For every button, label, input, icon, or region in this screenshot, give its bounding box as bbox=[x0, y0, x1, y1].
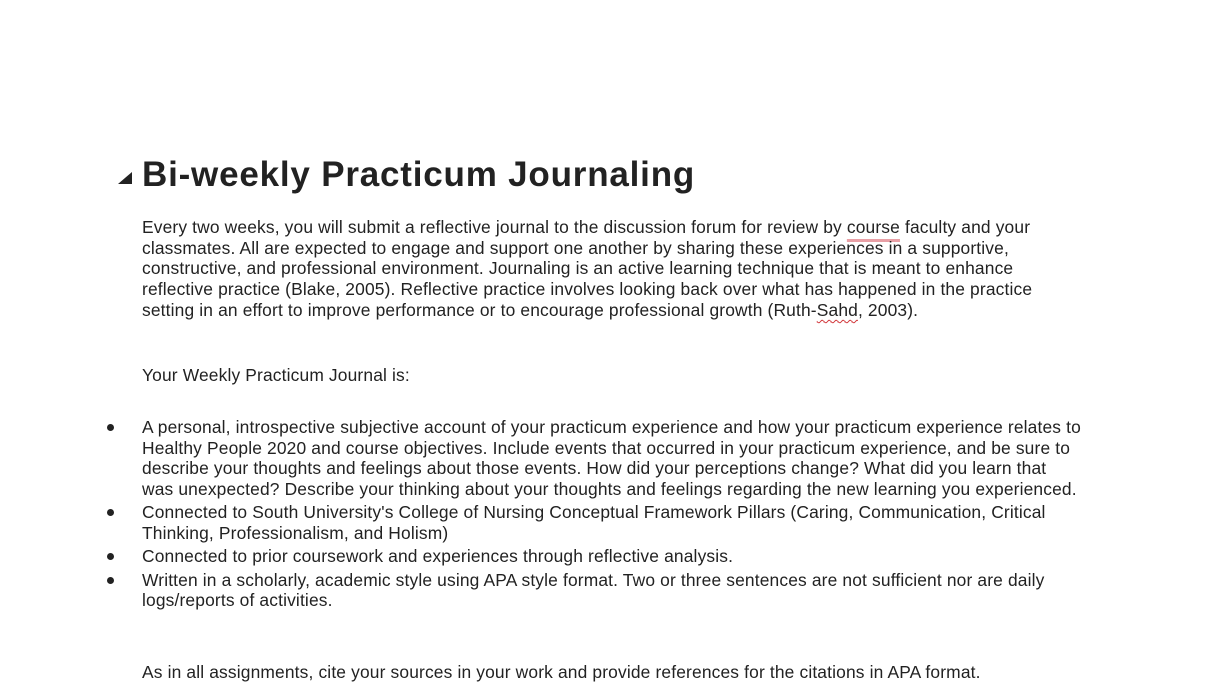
intro-text-part1: Every two weeks, you will submit a reflective journal to the discussion forum for review by bbox=[142, 217, 847, 237]
list-item-text: Connected to prior coursework and experiences through reflective analysis. bbox=[142, 546, 734, 567]
list-item-text: Written in a scholarly, academic style using APA style format. Two or three sentences are not sufficient nor are daily logs/reports of activities. bbox=[142, 569, 1045, 611]
heading-row bbox=[118, 153, 695, 197]
intro-text-part2: faculty and your classmates. All are expected to engage and support one another by sharing these experiences in a supportive, constructive, and professional environment. Journaling is an active learning technique that is meant to enhance reflective practice (Blake, 2005). Reflective practice involves looking back over what has happened in the practice setting in an effort to improve performance or to encourage professional growth (Ruth- bbox=[142, 217, 1033, 320]
section-heading: Bi-weekly Practicum Journaling bbox=[142, 155, 696, 194]
list-item-text: Connected to South University's College of Nursing Conceptual Framework Pillars (Caring, Communication, Critical Thinking, Professionalism, and Holism) bbox=[142, 502, 1046, 544]
grammar-flagged-word[interactable]: course bbox=[846, 217, 900, 237]
intro-paragraph bbox=[142, 217, 1082, 321]
collapse-triangle-icon[interactable] bbox=[118, 172, 132, 184]
bullet-dot-icon bbox=[107, 553, 114, 560]
list-item bbox=[0, 502, 1082, 543]
bullet-dot-icon bbox=[107, 577, 114, 584]
bullet-dot-icon bbox=[107, 509, 114, 516]
list-item bbox=[0, 417, 1082, 500]
bullet-dot-icon bbox=[107, 424, 114, 431]
intro-text-part3: , 2003). bbox=[857, 299, 919, 320]
misspelled-word[interactable]: Sahd bbox=[816, 299, 858, 320]
list-item bbox=[0, 546, 1082, 567]
bullet-list bbox=[0, 417, 1215, 614]
list-item-text: A personal, introspective subjective account of your practicum experience and how your practicum experience relates to Healthy People 2020 and course objectives. Include events that occurred in your practicum experience, and be sure to describe your thoughts and feelings about those events. How did your perceptions change? What did you learn that was unexpected? Describe your thinking about your thoughts and feelings regarding the new learning you experienced. bbox=[142, 417, 1081, 500]
closing-paragraph: As in all assignments, cite your sources in your work and provide references for the citations in APA format. bbox=[142, 662, 981, 682]
list-item bbox=[0, 570, 1082, 611]
journal-is-label: Your Weekly Practicum Journal is: bbox=[142, 365, 410, 385]
